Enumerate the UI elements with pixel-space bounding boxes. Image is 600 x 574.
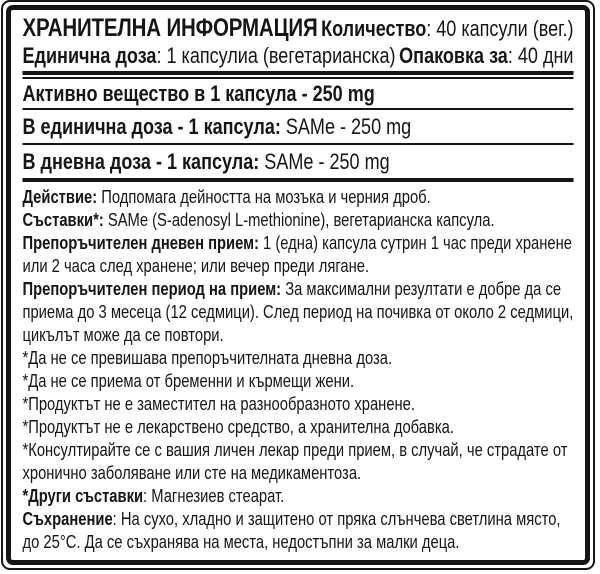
paragraph-text: SAMe (S-adenosyl L-methionine), вегетарианска капсула. bbox=[103, 210, 495, 230]
paragraph-warning-5 bbox=[22, 439, 573, 485]
package-value: : 40 дни bbox=[507, 43, 574, 68]
active-substance-row: Активно вещество в 1 капсула - 250 mg bbox=[22, 81, 375, 106]
paragraph-text: *Продуктът не е лекарствено средство, а хранителна добавка. bbox=[22, 417, 454, 437]
nutrition-label-border bbox=[6, 5, 590, 565]
paragraph-text: : Магнезиев стеарат. bbox=[143, 486, 285, 506]
daily-dose-row bbox=[22, 145, 573, 178]
paragraph-action bbox=[22, 186, 573, 209]
label-content bbox=[11, 14, 585, 554]
package-field bbox=[399, 43, 573, 68]
daily-dose-row-label: В дневна доза - 1 капсула: bbox=[22, 149, 260, 174]
quantity-label: Количество bbox=[321, 16, 427, 41]
paragraph-daily-intake bbox=[22, 232, 573, 278]
paragraph-ingredients bbox=[22, 209, 573, 232]
paragraph-text: *Консултирайте се с вашия личен лекар преди прием, в случай, че страдате от хронично заболяване или сте на медикаментоза. bbox=[22, 440, 568, 483]
paragraph-text: 1 (една) капсула сутрин 1 час преди хранене или 2 часа след хранене; или вечер преди лягане. bbox=[22, 233, 572, 276]
paragraph-other-ingredients bbox=[22, 485, 573, 508]
package-label: Опаковка за bbox=[399, 43, 508, 68]
quantity-value: : 40 капсули (вег.) bbox=[426, 16, 574, 41]
paragraph-text: *Да не се приема от бременни и кърмещи жени. bbox=[22, 371, 355, 391]
single-dose-label: Единична доза bbox=[22, 43, 157, 68]
paragraph-text: За максимални резултати е добре да се приема до 3 месеца (12 седмици). След период на почивка от около 2 седмици, цикълът може да се повтори. bbox=[22, 279, 574, 345]
paragraph-label: Съставки*: bbox=[22, 210, 104, 230]
paragraph-warning-4 bbox=[22, 416, 573, 439]
paragraph-text: Подпомага дейността на мозъка и черния дроб. bbox=[97, 187, 431, 207]
single-dose-row-value: SAMe - 250 mg bbox=[280, 114, 412, 139]
paragraph-label: *Други съставки bbox=[22, 486, 144, 506]
nutrition-label bbox=[1, 0, 595, 570]
single-dose-row bbox=[22, 110, 573, 143]
paragraph-warning-1 bbox=[22, 347, 573, 370]
single-dose-value: : 1 капсулиа (вегетарианска) bbox=[156, 43, 396, 68]
daily-dose-row-value: SAMe - 250 mg bbox=[259, 149, 390, 174]
paragraph-text: *Продуктът не е заместител на разнообразното хранене. bbox=[22, 394, 415, 414]
paragraph-warning-3 bbox=[22, 393, 573, 416]
paragraph-intake-period bbox=[22, 278, 573, 347]
paragraph-label: Съхранение bbox=[22, 509, 113, 529]
info-paragraphs bbox=[22, 182, 573, 554]
paragraph-label: Препоръчителен период на прием: bbox=[22, 279, 282, 299]
paragraph-warning-2 bbox=[22, 370, 573, 393]
header-row-1 bbox=[22, 14, 573, 43]
single-dose-field bbox=[22, 43, 395, 68]
paragraph-storage bbox=[22, 508, 573, 554]
paragraph-label: Действие: bbox=[22, 187, 98, 207]
header-row-2 bbox=[22, 43, 573, 68]
page-title: ХРАНИТЕЛНА ИНФОРМАЦИЯ bbox=[22, 14, 318, 42]
paragraph-text: : На сухо, хладно и защитено от пряка слънчева светлина място, до 25°C. Да се съхранява на места, недостъпни за малки деца. bbox=[22, 509, 561, 552]
divider-thick bbox=[22, 71, 573, 75]
single-dose-row-label: В единична доза - 1 капсула: bbox=[22, 114, 281, 139]
label-header bbox=[22, 14, 573, 68]
quantity-field bbox=[321, 14, 573, 43]
paragraph-text: *Да не се превишава препоръчителната дневна доза. bbox=[22, 348, 393, 368]
paragraph-label: Препоръчителен дневен прием: bbox=[22, 233, 259, 253]
